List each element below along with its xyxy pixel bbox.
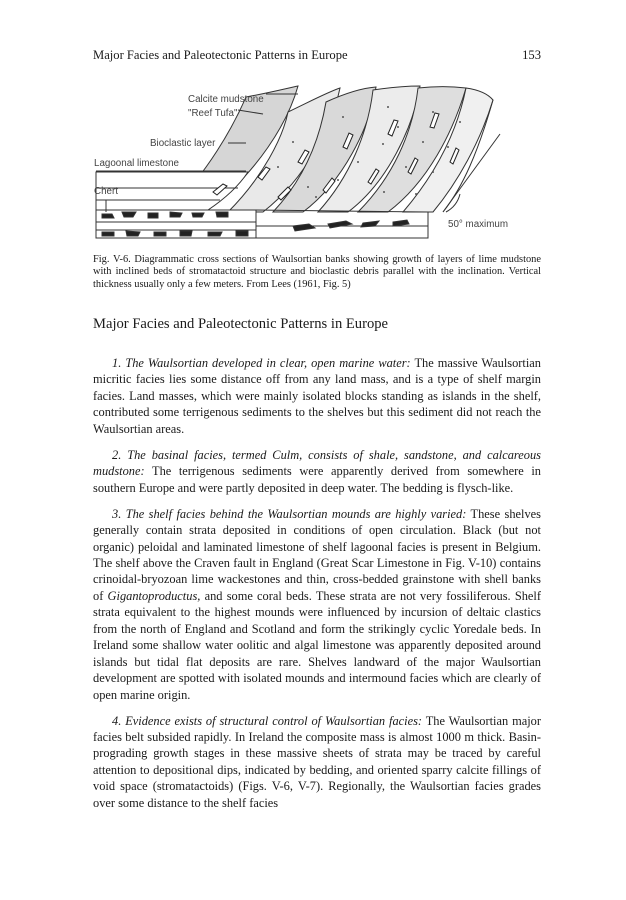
running-title: Major Facies and Paleotectonic Patterns in Europe bbox=[93, 48, 348, 62]
label-bioclastic-layer: Bioclastic layer bbox=[150, 138, 216, 149]
label-chert: Chert bbox=[94, 186, 118, 197]
label-lagoonal-limestone: Lagoonal limestone bbox=[94, 158, 179, 169]
paragraph: 3. The shelf facies behind the Waulsortian mounds are highly varied: These shelves generally contain strata deposited in conditions of open circulation. Black (but not organic) peloidal and laminated limestone of shelf lagoonal facies is present in Belgium. The shelf above the Craven fault in England (Great Scar Limestone in Fig. V-10) contains crinoidal-bryozoan lime wackestones and thin, cross-bedded grainstone with shell banks of Gigantoproductus, and some coral beds. These strata are not very fossiliferous. Shelf strata equivalent to the highest mounds were influenced by incursion of deltaic clastics from the north of England and Scotland and form the strikingly cyclic Yoredale beds. In Ireland some shallow water oolitic and algal limestone was apparently deposited around islands but tidal flat deposits are rare. Shelves landward of the major Waulsortian development are spotted with isolated mounds and intermound facies which are clearly of open marine origin. bbox=[93, 506, 542, 702]
section-heading: Major Facies and Paleotectonic Patterns in Europe bbox=[93, 316, 389, 332]
figure-caption: Fig. V-6. Diagrammatic cross sections of Waulsortian banks showing growth of layers of lime mudstone with inclined beds of stromatactoid structure and bioclastic debris parallel with the inclination. Vertical thickness usually only a few meters. From Lees (1961, Fig. 5) bbox=[93, 254, 541, 290]
angle-arc bbox=[446, 194, 460, 212]
cross-section-figure bbox=[88, 82, 536, 244]
paragraph: 2. The basinal facies, termed Culm, consists of shale, sandstone, and calcareous mudstone: The terrigenous sediments were apparently derived from somewhere in southern Europe and were partly deposited in deep water. The bedding is flysch-like. bbox=[93, 447, 541, 495]
body-text bbox=[93, 355, 541, 821]
label-calcite-mudstone: Calcite mudstone bbox=[188, 94, 264, 105]
label-angle: 50° maximum bbox=[448, 219, 508, 230]
paragraph: 1. The Waulsortian developed in clear, open marine water: The massive Waulsortian micritic facies lies some distance off from any land mass, and is a type of shelf margin facies. Land masses, which were mainly isolated blocks standing as islands in the shelf, contributed some terrigenous sediments to the shelves but this sediment did not reach the Waulsortian areas. bbox=[93, 356, 541, 436]
paragraph: 4. Evidence exists of structural control of Waulsortian facies: The Waulsortian major facies belt subsided rapidly. In Ireland the composite mass is almost 1000 m thick. Basin-prograding growth stages in these massive sheets of strata may be traced by careful attention to depositional dips, indicated by bedding, and oriented sparry calcite fillings of void space (stromatactoids) (Figs. V-6, V-7). Regionally, the Waulsortian facies grades over some distance to the shelf facies bbox=[93, 713, 541, 810]
lagoonal-limestone bbox=[96, 172, 248, 210]
page-number: 153 bbox=[522, 48, 541, 62]
label-reef-tufa: "Reef Tufa" bbox=[188, 108, 238, 119]
